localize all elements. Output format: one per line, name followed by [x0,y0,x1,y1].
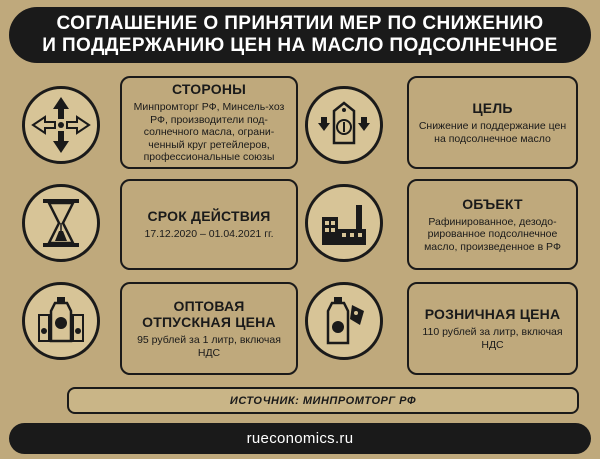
price-tag-icon [305,86,383,164]
card-parties-body: Минпромторг РФ, Минсель-хоз РФ, производители под-солнечного масла, ограни-ченный круг ретейлеров, профессиональные союзы [133,101,285,164]
title-banner [9,7,591,63]
source-note: ИСТОЧНИК: МИНПРОМТОРГ РФ [67,387,579,414]
footer-site: rueconomics.ru [9,423,591,454]
card-goal-body: Снижение и поддержание цен на подсолнечное масло [418,120,567,145]
card-object-heading: ОБЪЕКТ [462,195,523,212]
card-wholesale-heading: ОПТОВАЯ ОТПУСКНАЯ ЦЕНА [142,298,276,330]
oil-bottle-tag-icon [305,282,383,360]
card-wholesale-body: 95 рублей за 1 литр, включая НДС [137,334,281,359]
oil-bottles-icon [22,282,100,360]
card-retail-body: 110 рублей за литр, включая НДС [422,326,563,351]
hourglass-icon [22,184,100,262]
title-line-1: СОГЛАШЕНИЕ О ПРИНЯТИИ МЕР ПО СНИЖЕНИЮ [56,13,544,34]
factory-icon [305,184,383,262]
card-parties-heading: СТОРОНЫ [171,81,247,98]
card-object-body: Рафинированное, дезодо-рированное подсолнечное масло, произведенное в РФ [424,215,561,253]
card-object [407,179,578,270]
four-arrows-icon [22,86,100,164]
card-retail-heading: РОЗНИЧНАЯ ЦЕНА [424,306,561,322]
card-term [120,179,298,270]
card-term-heading: СРОК ДЕЙСТВИЯ [147,208,271,225]
title-line-2: И ПОДДЕРЖАНИЮ ЦЕН НА МАСЛО ПОДСОЛНЕЧНОЕ [42,35,558,56]
card-wholesale [120,282,298,375]
card-term-body: 17.12.2020 – 01.04.2021 гг. [144,228,274,241]
card-parties [120,76,298,169]
card-retail [407,282,578,375]
card-goal [407,76,578,169]
card-goal-heading: ЦЕЛЬ [472,100,513,116]
